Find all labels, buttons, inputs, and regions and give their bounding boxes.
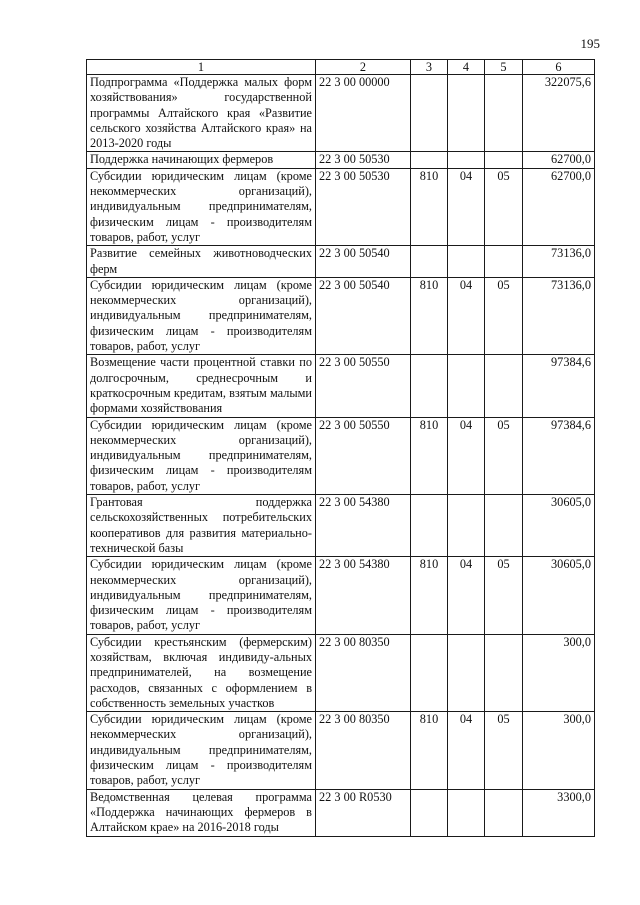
table-row — [87, 557, 595, 634]
table-row — [87, 712, 595, 789]
row-col3-cell — [411, 789, 448, 836]
row-col5-cell — [485, 246, 523, 278]
row-col3-cell: 810 — [411, 417, 448, 494]
row-amount-cell: 322075,6 — [523, 75, 595, 152]
row-col4-cell — [448, 495, 485, 557]
row-name-cell: Подпрограмма «Поддержка малых форм хозяйствования» государственной программы Алтайского края «Развитие сельского хозяйства Алтайского края» на 2013-2020 годы — [87, 75, 316, 152]
row-col4-cell — [448, 355, 485, 417]
row-name-cell: Субсидии юридическим лицам (кроме некоммерческих организаций), индивидуальным предпринимателям, физическим лицам - производителям товаров, работ, услуг — [87, 557, 316, 634]
row-code-cell: 22 3 00 R0530 — [316, 789, 411, 836]
row-amount-cell: 30605,0 — [523, 557, 595, 634]
row-col4-cell — [448, 789, 485, 836]
row-code-cell: 22 3 00 00000 — [316, 75, 411, 152]
row-amount-cell: 73136,0 — [523, 246, 595, 278]
row-amount-cell: 62700,0 — [523, 168, 595, 245]
row-col5-cell: 05 — [485, 277, 523, 354]
row-code-cell: 22 3 00 54380 — [316, 495, 411, 557]
row-col3-cell — [411, 75, 448, 152]
budget-table — [86, 59, 595, 837]
row-name-cell: Развитие семейных животноводческих ферм — [87, 246, 316, 278]
table-row — [87, 789, 595, 836]
row-col4-cell — [448, 246, 485, 278]
row-col4-cell — [448, 75, 485, 152]
row-col3-cell — [411, 495, 448, 557]
row-name-cell: Субсидии крестьянским (фермерским) хозяйствам, включая индивиду-альных предпринимателей, на возмещение расходов, связанных с оформлением в собственность земельных участков — [87, 634, 316, 711]
row-col4-cell — [448, 152, 485, 168]
header-col-1: 1 — [87, 60, 316, 75]
row-col4-cell: 04 — [448, 168, 485, 245]
row-col3-cell: 810 — [411, 557, 448, 634]
table-row — [87, 277, 595, 354]
row-col4-cell: 04 — [448, 417, 485, 494]
table-row — [87, 634, 595, 711]
row-code-cell: 22 3 00 80350 — [316, 634, 411, 711]
row-code-cell: 22 3 00 50540 — [316, 246, 411, 278]
header-col-6: 6 — [523, 60, 595, 75]
row-col3-cell: 810 — [411, 277, 448, 354]
row-col5-cell: 05 — [485, 417, 523, 494]
row-name-cell: Субсидии юридическим лицам (кроме некоммерческих организаций), индивидуальным предпринимателям, физическим лицам - производителям товаров, работ, услуг — [87, 417, 316, 494]
row-name-cell: Субсидии юридическим лицам (кроме некоммерческих организаций), индивидуальным предпринимателям, физическим лицам - производителям товаров, работ, услуг — [87, 277, 316, 354]
row-code-cell: 22 3 00 50540 — [316, 277, 411, 354]
row-amount-cell: 30605,0 — [523, 495, 595, 557]
row-col5-cell — [485, 495, 523, 557]
row-col5-cell — [485, 355, 523, 417]
row-code-cell: 22 3 00 50550 — [316, 355, 411, 417]
row-col3-cell — [411, 634, 448, 711]
row-amount-cell: 300,0 — [523, 634, 595, 711]
row-col3-cell: 810 — [411, 712, 448, 789]
row-col3-cell — [411, 152, 448, 168]
row-col4-cell — [448, 634, 485, 711]
row-col5-cell: 05 — [485, 168, 523, 245]
table-row — [87, 355, 595, 417]
table-body — [87, 75, 595, 837]
row-name-cell: Поддержка начинающих фермеров — [87, 152, 316, 168]
row-code-cell: 22 3 00 54380 — [316, 557, 411, 634]
header-col-2: 2 — [316, 60, 411, 75]
row-name-cell: Субсидии юридическим лицам (кроме некоммерческих организаций), индивидуальным предпринимателям, физическим лицам - производителям товаров, работ, услуг — [87, 168, 316, 245]
row-code-cell: 22 3 00 50550 — [316, 417, 411, 494]
row-name-cell: Грантовая поддержка сельскохозяйственных потребительских кооперативов для развития материально-технической базы — [87, 495, 316, 557]
row-col4-cell: 04 — [448, 557, 485, 634]
row-amount-cell: 97384,6 — [523, 417, 595, 494]
row-name-cell: Субсидии юридическим лицам (кроме некоммерческих организаций), индивидуальным предпринимателям, физическим лицам - производителям товаров, работ, услуг — [87, 712, 316, 789]
table-row — [87, 246, 595, 278]
row-col3-cell: 810 — [411, 168, 448, 245]
table-row — [87, 417, 595, 494]
row-code-cell: 22 3 00 50530 — [316, 168, 411, 245]
header-row — [87, 60, 595, 75]
row-col3-cell — [411, 246, 448, 278]
row-col5-cell — [485, 789, 523, 836]
table-row — [87, 152, 595, 168]
row-amount-cell: 97384,6 — [523, 355, 595, 417]
row-name-cell: Возмещение части процентной ставки по долгосрочным, среднесрочным и краткосрочным кредитам, взятым малыми формами хозяйствования — [87, 355, 316, 417]
row-code-cell: 22 3 00 80350 — [316, 712, 411, 789]
row-col5-cell: 05 — [485, 557, 523, 634]
row-amount-cell: 73136,0 — [523, 277, 595, 354]
row-col3-cell — [411, 355, 448, 417]
row-col5-cell — [485, 75, 523, 152]
row-code-cell: 22 3 00 50530 — [316, 152, 411, 168]
row-amount-cell: 62700,0 — [523, 152, 595, 168]
page-number: 195 — [580, 36, 600, 51]
row-name-cell: Ведомственная целевая программа «Поддержка начинающих фермеров в Алтайском крае» на 2016-2018 годы — [87, 789, 316, 836]
row-col4-cell: 04 — [448, 277, 485, 354]
header-col-3: 3 — [411, 60, 448, 75]
row-col5-cell — [485, 634, 523, 711]
header-col-4: 4 — [448, 60, 485, 75]
row-col5-cell — [485, 152, 523, 168]
row-amount-cell: 300,0 — [523, 712, 595, 789]
table-row — [87, 168, 595, 245]
table-row — [87, 495, 595, 557]
table-row — [87, 75, 595, 152]
header-col-5: 5 — [485, 60, 523, 75]
row-col4-cell: 04 — [448, 712, 485, 789]
row-col5-cell: 05 — [485, 712, 523, 789]
row-amount-cell: 3300,0 — [523, 789, 595, 836]
